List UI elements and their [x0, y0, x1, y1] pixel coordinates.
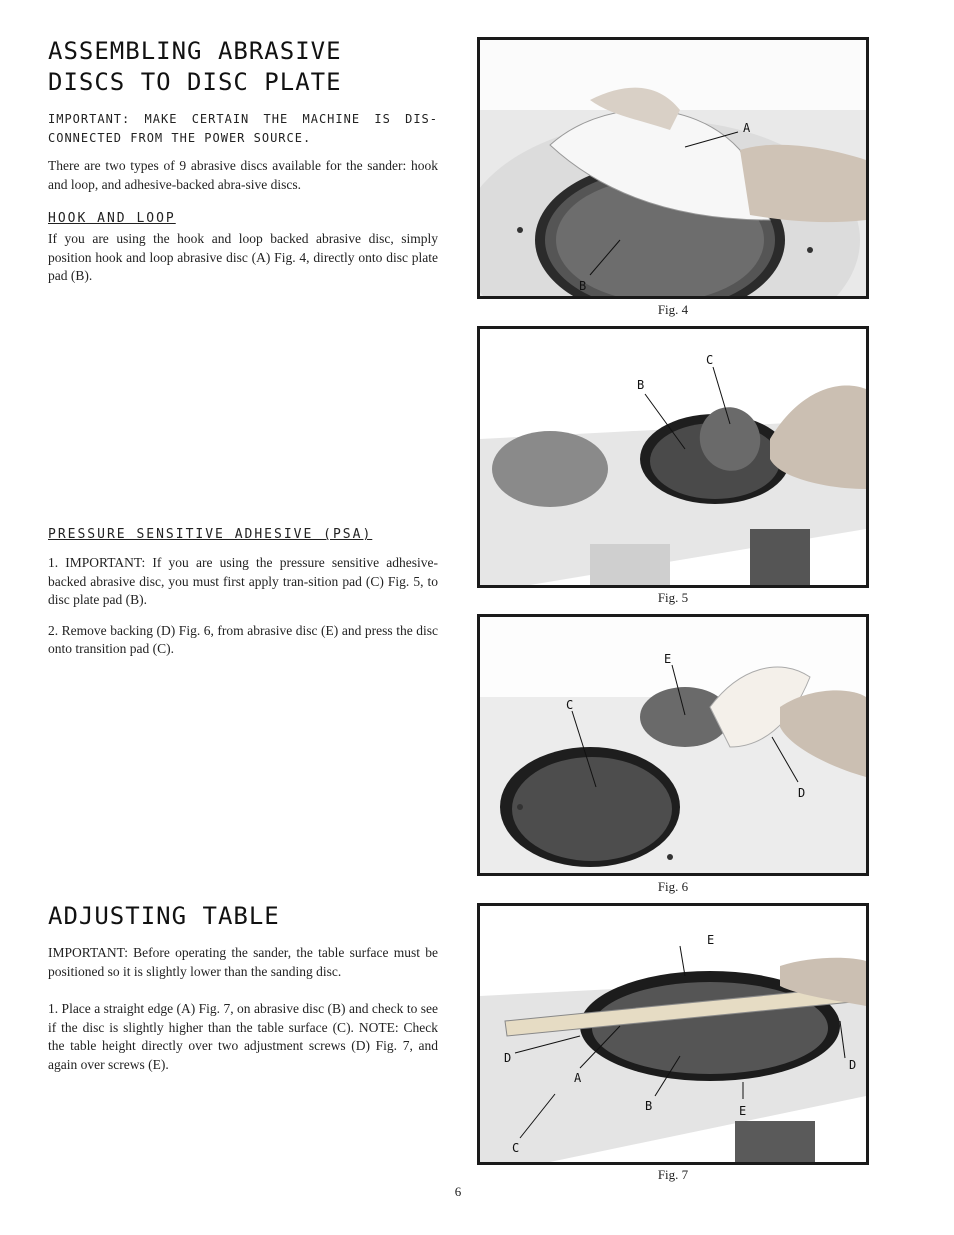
- page-number: 6: [454, 1184, 462, 1199]
- title-line-1: ASSEMBLING ABRASIVE: [48, 37, 342, 65]
- figure-5-photo: [477, 326, 869, 588]
- fig6-label-c: C: [566, 698, 574, 712]
- fig7-label-d-right: D: [849, 1058, 857, 1072]
- section-title: [48, 36, 438, 98]
- fig6-label-e: E: [664, 652, 672, 666]
- fig4-label-b: B: [579, 279, 587, 293]
- important-notice: IMPORTANT: MAKE CERTAIN THE MACHINE IS DIS-CONNECTED FROM THE POWER SOURCE.: [48, 112, 438, 145]
- figure-5-caption: Fig. 5: [657, 590, 689, 605]
- intro-paragraph: There are two types of 9 abrasive discs available for the sander: hook and loop, and adhesive-backed abra-sive discs.: [48, 158, 438, 192]
- section-psa: [48, 527, 438, 659]
- fig7-label-e-top: E: [707, 933, 715, 947]
- fig7-label-a: A: [574, 1071, 582, 1085]
- adjust-step-1: 1. Place a straight edge (A) Fig. 7, on abrasive disc (B) and check to see if the disc is slightly higher than the table surface (C). NOTE: Check the table height directly over two adjustment screws (D) Fig. 7, and again over screws (E).: [48, 1001, 438, 1072]
- fig7-label-c: C: [512, 1141, 520, 1155]
- figure-7-caption: Fig. 7: [657, 1167, 689, 1182]
- psa-step-2: 2. Remove backing (D) Fig. 6, from abrasive disc (E) and press the disc onto transition pad (C).: [48, 622, 438, 656]
- fig7-label-b: B: [645, 1099, 653, 1113]
- figure-7-photo: [477, 903, 869, 1165]
- fig5-label-b: B: [637, 378, 645, 392]
- figure-4-photo: [477, 37, 869, 299]
- section-adjusting-table: [48, 901, 438, 1074]
- fig5-label-c: C: [706, 353, 714, 367]
- psa-heading: PRESSURE SENSITIVE ADHESIVE (PSA): [48, 527, 373, 542]
- hook-loop-heading: HOOK AND LOOP: [48, 211, 176, 226]
- fig6-label-d: D: [798, 786, 806, 800]
- figure-4-caption: Fig. 4: [657, 302, 689, 317]
- title-line-2: DISCS TO DISC PLATE: [48, 68, 342, 96]
- fig7-label-d-left: D: [504, 1051, 512, 1065]
- fig4-label-a: A: [743, 121, 751, 135]
- fig7-label-e-bottom: E: [739, 1104, 747, 1118]
- figure-6-photo: [477, 614, 869, 876]
- important-notice: IMPORTANT: Before operating the sander, the table surface must be positioned so it is slightly lower than the sanding disc.: [48, 945, 438, 979]
- psa-step-1: 1. IMPORTANT: If you are using the pressure sensitive adhesive-backed abrasive disc, you must first apply tran-sition pad (C) Fig. 5, to disc plate pad (B).: [48, 555, 438, 607]
- section-assembling-discs: [48, 36, 438, 286]
- section-title: ADJUSTING TABLE: [48, 902, 280, 930]
- figure-6-caption: Fig. 6: [657, 879, 689, 894]
- hook-loop-text: If you are using the hook and loop backed abrasive disc, simply position hook and loop abrasive disc (A) Fig. 4, directly onto disc plate pad (B).: [48, 231, 438, 283]
